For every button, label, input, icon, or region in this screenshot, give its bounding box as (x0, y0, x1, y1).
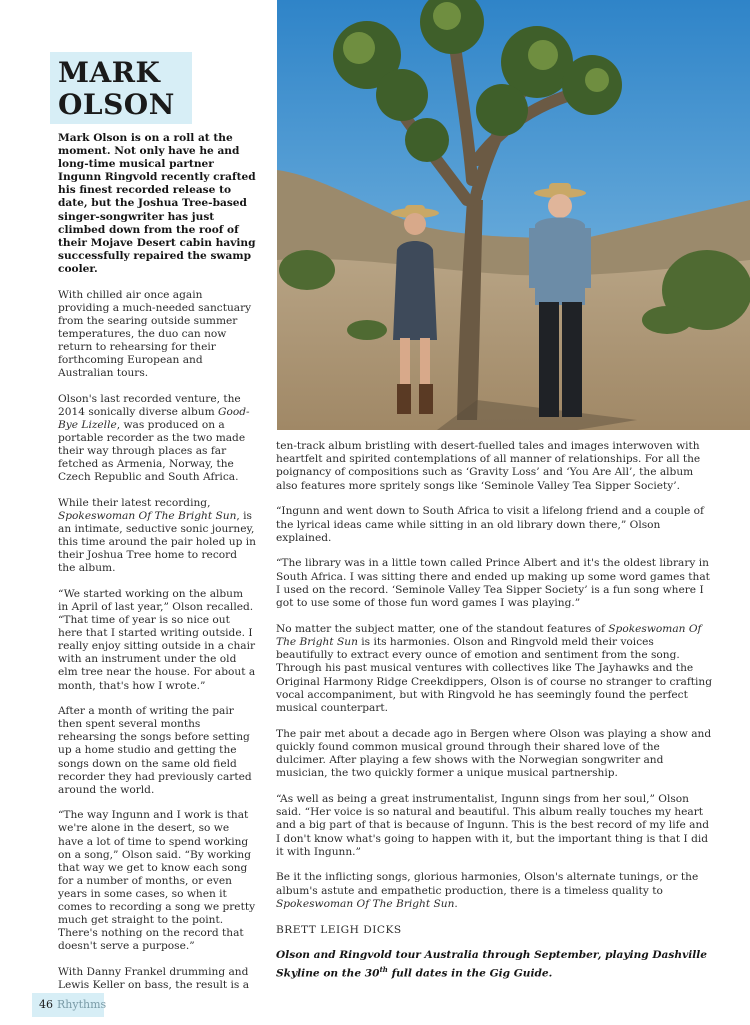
body-paragraph (58, 705, 256, 797)
paragraph-text: After a month of writing the pair then spent several months rehearsing the songs before setting up a home studio and getting the songs down on the same old field recorder they had previously carted around the world. (58, 705, 252, 796)
body-paragraph (276, 505, 712, 545)
paragraph-text: The pair met about a decade ago in Bergen where Olson was playing a show and quickly found common musical ground through their shared love of the dulcimer. After playing a few shows with the Norwegian songwriter and musician, the two quickly former a unique musical partnership. (276, 727, 712, 780)
body-paragraph (276, 557, 712, 610)
paragraph-text: , was produced on a portable recorder as the two made their way through places as far fetched as Armenia, Norway, the Czech Republic and South Africa. (58, 418, 246, 484)
tour-note-text-end: full dates in the Gig Guide. (387, 967, 553, 980)
album-title: Good-Bye Lizelle (58, 405, 250, 431)
article-lede: Mark Olson is on a roll at the moment. Not only have he and long-time musical partner Ingunn Ringvold recently crafted his finest recorded release to date, but the Joshua Tree-based singer-songwriter has just climbed down from the roof of their Mojave Desert cabin having successfully repaired the swamp cooler. (58, 132, 256, 275)
body-paragraph (58, 588, 256, 693)
paragraph-text: “The way Ingunn and I work is that we're alone in the desert, so we have a lot of time to spend working on a song,” Olson said. “By working that way we get to know each song for a number of months, or even years in some cases, so when it comes to recording a song we pretty much get straight to the point. There's nothing on the record that doesn't serve a purpose.” (58, 809, 256, 953)
body-paragraph (58, 966, 256, 992)
desert-photo-illustration (277, 0, 750, 430)
paragraph-text: With chilled air once again providing a much-needed sanctuary from the searing outside summer temperatures, the duo can now return to rehearsing for their forthcoming European and Australian tours. (58, 288, 252, 380)
body-paragraph (58, 809, 256, 953)
paragraph-text: , is an intimate, seductive sonic journey, this time around the pair holed up in their Joshua Tree home to record the album. (58, 509, 256, 575)
body-paragraph (58, 289, 256, 381)
paragraph-text: “Ingunn and went down to South Africa to visit a lifelong friend and a couple of the lyrical ideas came while sitting in an old library down there,” Olson explained. (276, 505, 704, 544)
magazine-name: Rhythms (57, 998, 107, 1011)
article-photo (277, 0, 750, 430)
right-column-body (276, 440, 712, 911)
article-title-line-1: MARK (58, 56, 161, 89)
author-byline: BRETT LEIGH DICKS (276, 923, 402, 936)
album-title: Spokeswoman Of The Bright Sun (276, 897, 455, 910)
article-title-line-2: OLSON (58, 88, 175, 121)
paragraph-text: Olson's last recorded venture, the 2014 sonically diverse album (58, 392, 241, 418)
body-paragraph (276, 623, 712, 715)
album-title: Spokeswoman Of The Bright Sun (58, 509, 237, 522)
body-paragraph (58, 497, 256, 576)
body-paragraph (276, 728, 712, 781)
paragraph-text: ten-track album bristling with desert-fuelled tales and images interwoven with heartfelt and spirited contemplations of all manner of relationships. For all the poignancy of compositions such as ‘Gravity Loss’ and ‘You Are All’, the album also features more spritely songs like ‘Seminole Valley Tea Sipper Society’. (276, 440, 701, 492)
right-column (276, 440, 712, 993)
left-column (58, 132, 256, 1005)
paragraph-text: Be it the inflicting songs, glorious harmonies, Olson's alternate tunings, or the album's astute and empathetic production, there is a timeless quality to (276, 871, 699, 897)
paragraph-text: “As well as being a great instrumentalist, Ingunn sings from her soul,” Olson said. “Her voice is so natural and beautiful. This album really touches my heart and a big part of that is because of Ingunn. This is the best record of my life and I don't know what's going to happen with it, but the important thing is that I did it with Ingunn.” (276, 792, 710, 858)
paragraph-text: “We started working on the album in April of last year,” Olson recalled. “That time of year is so nice out here that I started writing outside. I really enjoy sitting outside in a chair with an instrument under the old elm tree near the house. For about a month, that's how I wrote.” (58, 587, 256, 692)
page-number: 46 (39, 998, 53, 1011)
paragraph-text: With Danny Frankel drumming and Lewis Keller on bass, the result is a (58, 965, 250, 991)
body-paragraph (276, 440, 712, 493)
paragraph-text: While their latest recording, (58, 496, 211, 509)
tour-note (276, 949, 712, 980)
paragraph-text: . (454, 897, 458, 910)
body-paragraph (276, 793, 712, 859)
body-paragraph (276, 871, 712, 911)
tour-note-superscript: th (379, 964, 388, 974)
album-title: Spokeswoman Of The Bright Sun (276, 622, 702, 648)
tour-note-text: Olson and Ringvold tour Australia through September, playing Dashville Skyline on the 30 (276, 949, 708, 980)
body-paragraph (58, 393, 256, 485)
paragraph-text: No matter the subject matter, one of the standout features of (276, 622, 609, 635)
paragraph-text: “The library was in a little town called Prince Albert and it's the oldest library in South Africa. I was sitting there and ended up making up some word games that I used on the record. ‘Seminole Valley Tea Sipper Society’ is a fun song where I got to use some of those fun word games I was playing.” (276, 557, 710, 610)
paragraph-text: is its harmonies. Olson and Ringvold meld their voices beautifully to extract every ounce of emotion and sentiment from the song. Through his past musical ventures with collectives like The Jayhawks and the Original Harmony Ridge Creekdippers, Olson is of course no stranger to crafting vocal accompaniment, but with Ringvold he has seemingly found the perfect musical counterpart. (276, 635, 712, 714)
left-column-body (58, 289, 256, 993)
